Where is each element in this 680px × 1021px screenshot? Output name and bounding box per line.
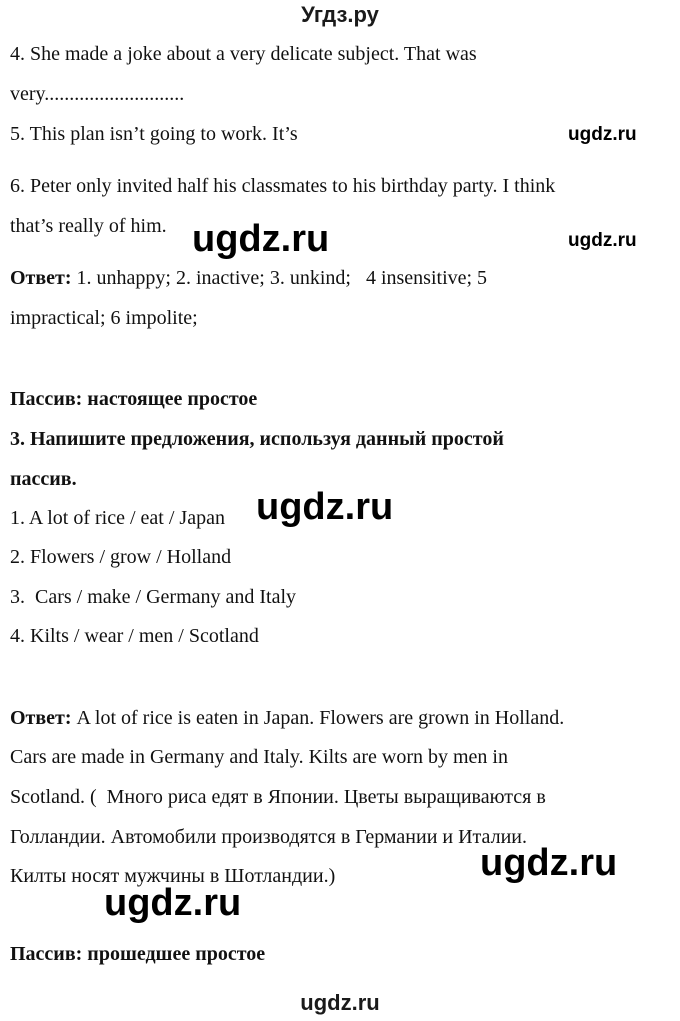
watermark: ugdz.ru (192, 218, 330, 260)
task-item: 1. A lot of rice / eat / Japan (10, 507, 225, 529)
watermark: ugdz.ru (104, 882, 242, 924)
task-item: 3. Cars / make / Germany and Italy (10, 586, 297, 608)
section-heading: Пассив: настоящее простое (10, 388, 258, 410)
answer-text: 1. unhappy; 2. inactive; 3. unkind; 4 insensitive; 5 (71, 267, 488, 289)
watermark: ugdz.ru (256, 486, 394, 528)
watermark: ugdz.ru (568, 124, 637, 145)
exercise-line: that’s really of him. (10, 215, 167, 237)
section-heading: Пассив: прошедшее простое (10, 943, 266, 965)
exercise-line: 6. Peter only invited half his classmates to his birthday party. I think (10, 175, 556, 197)
exercise-line: very............................ (10, 83, 185, 105)
task-title: пассив. (10, 468, 77, 490)
task-item: 2. Flowers / grow / Holland (10, 546, 232, 568)
answer-paragraph (10, 266, 487, 290)
task-title: 3. Напишите предложения, используя данный простой (10, 428, 504, 450)
answer-text: Голландии. Автомобили производятся в Германии и Италии. (10, 826, 527, 848)
answer-paragraph (10, 706, 564, 730)
exercise-line: 4. She made a joke about a very delicate subject. That was (10, 43, 477, 65)
answer-text: impractical; 6 impolite; (10, 307, 198, 329)
answer-text: A lot of rice is eaten in Japan. Flowers are grown in Holland. (71, 707, 565, 729)
answer-text: Килты носят мужчины в Шотландии.) (10, 865, 336, 887)
answer-label: Ответ: (10, 707, 72, 729)
site-footer: ugdz.ru (300, 990, 380, 1015)
answer-text: Cars are made in Germany and Italy. Kilts are worn by men in (10, 746, 508, 768)
site-header: Угдз.ру (301, 2, 379, 27)
exercise-line: 5. This plan isn’t going to work. It’s (10, 123, 298, 145)
answer-label: Ответ: (10, 267, 72, 289)
watermark: ugdz.ru (480, 842, 618, 884)
task-item: 4. Kilts / wear / men / Scotland (10, 625, 259, 647)
answer-text: Scotland. ( Много риса едят в Японии. Цветы выращиваются в (10, 786, 546, 808)
watermark: ugdz.ru (568, 230, 637, 251)
